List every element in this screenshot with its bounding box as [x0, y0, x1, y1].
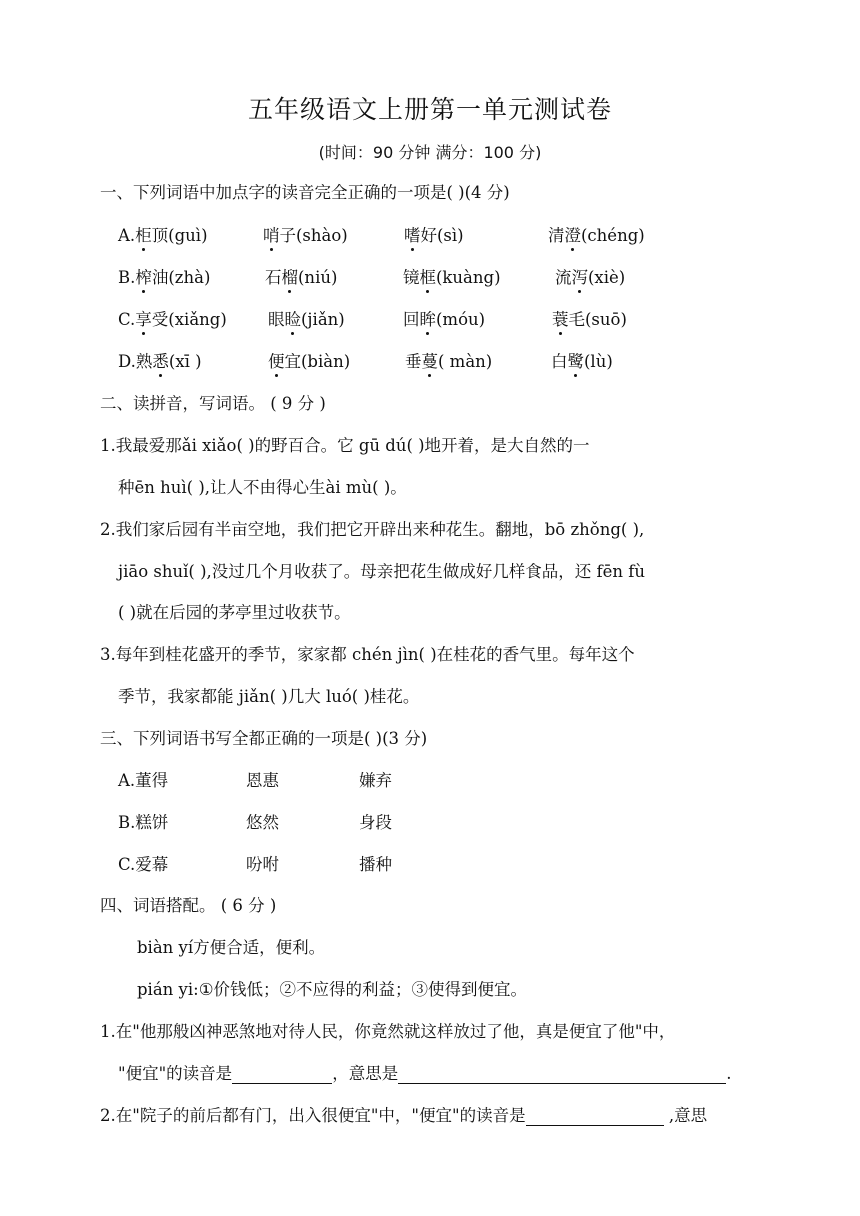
- q3-b-1: B.糕饼: [118, 813, 169, 832]
- q4-item-2-pre: 2.在"院子的前后都有门，出入很便宜"中，"便宜"的读音是: [100, 1106, 526, 1125]
- page-title: 五年级语文上册第一单元测试卷: [247, 95, 612, 124]
- q2-line-2: 种ēn huì( ),让人不由得心生ài mù( )。: [118, 478, 407, 497]
- q4-item-1b: [118, 1064, 731, 1084]
- q1-a-1: A.柜顶(guì): [118, 226, 208, 245]
- answer-blank-reading-2[interactable]: [526, 1107, 664, 1126]
- q3-a-3: 嫌弃: [359, 771, 392, 790]
- answer-blank-meaning-1[interactable]: [398, 1065, 726, 1084]
- q3-c-3: 播种: [359, 855, 392, 874]
- q1-d-3: 垂蔓( màn): [405, 352, 493, 371]
- q1-a-4: 清澄(chéng): [548, 226, 645, 245]
- q1-c-3: 回眸(móu): [403, 310, 486, 329]
- q1-a-2: 哨子(shào): [263, 226, 348, 245]
- q1-c-2: 眼睑(jiǎn): [268, 310, 345, 329]
- q4-item-1b-mid: ，意思是: [332, 1064, 399, 1083]
- q2-line-4: jiāo shuǐ( ),没过几个月收获了。母亲把花生做成好几样食品，还 fēn fù: [118, 562, 645, 581]
- q2-stem: 二、读拼音，写词语。 ( 9 分 ): [100, 394, 326, 413]
- q1-a-3: 嗜好(sì): [404, 226, 464, 245]
- q1-d-1: D.熟悉(xī ): [118, 352, 202, 371]
- q1-d-4: 白鹭(lù): [551, 352, 613, 371]
- q3-c-2: 吩咐: [246, 855, 279, 874]
- q1-c-4: 蓑毛(suō): [552, 310, 627, 329]
- answer-blank-reading-1[interactable]: [232, 1065, 332, 1084]
- q4-item-1b-pre: "便宜"的读音是: [118, 1064, 233, 1083]
- q2-line-6: 3.每年到桂花盛开的季节，家家都 chén jìn( )在桂花的香气里。每年这个: [100, 645, 635, 664]
- q3-stem: 三、下列词语书写全都正确的一项是( )(3 分): [100, 729, 428, 748]
- q4-def-2: pián yi:①价钱低；②不应得的利益；③使得到便宜。: [137, 980, 527, 999]
- q2-line-1: 1.我最爱那ǎi xiǎo( )的野百合。它 gū dú( )地开着，是大自然的一: [100, 436, 590, 455]
- q4-item-1a: 1.在"他那般凶神恶煞地对待人民，你竟然就这样放过了他，真是便宜了他"中，: [100, 1022, 676, 1041]
- q1-d-2: 便宜(biàn): [268, 352, 351, 371]
- q1-b-3: 镜框(kuàng): [403, 268, 501, 287]
- q4-def-1: biàn yí方便合适，便利。: [137, 938, 326, 957]
- q2-line-7: 季节，我家都能 jiǎn( )几大 luó( )桂花。: [118, 687, 420, 706]
- q3-b-2: 悠然: [246, 813, 279, 832]
- q1-b-1: B.榨油(zhà): [118, 268, 211, 287]
- q4-item-2: [100, 1106, 707, 1126]
- q3-a-1: A.董得: [118, 771, 169, 790]
- q2-line-3: 2.我们家后园有半亩空地，我们把它开辟出来种花生。翻地，bō zhǒng( ),: [100, 520, 645, 539]
- q4-item-2-end: ,意思: [663, 1106, 708, 1125]
- q1-stem: 一、下列词语中加点字的读音完全正确的一项是( )(4 分): [100, 183, 510, 202]
- page-subtitle: (时间：90 分钟 满分：100 分): [318, 143, 542, 162]
- q1-b-2: 石榴(niú): [265, 268, 338, 287]
- q3-a-2: 恩惠: [246, 771, 279, 790]
- q2-line-5: ( )就在后园的茅亭里过收获节。: [118, 603, 351, 622]
- q3-b-3: 身段: [359, 813, 392, 832]
- q1-c-1: C.享受(xiǎng): [118, 310, 227, 329]
- q4-item-1b-end: .: [726, 1064, 732, 1083]
- q3-c-1: C.爱幕: [118, 855, 169, 874]
- q1-b-4: 流泻(xiè): [555, 268, 626, 287]
- q4-stem: 四、词语搭配。 ( 6 分 ): [100, 896, 277, 915]
